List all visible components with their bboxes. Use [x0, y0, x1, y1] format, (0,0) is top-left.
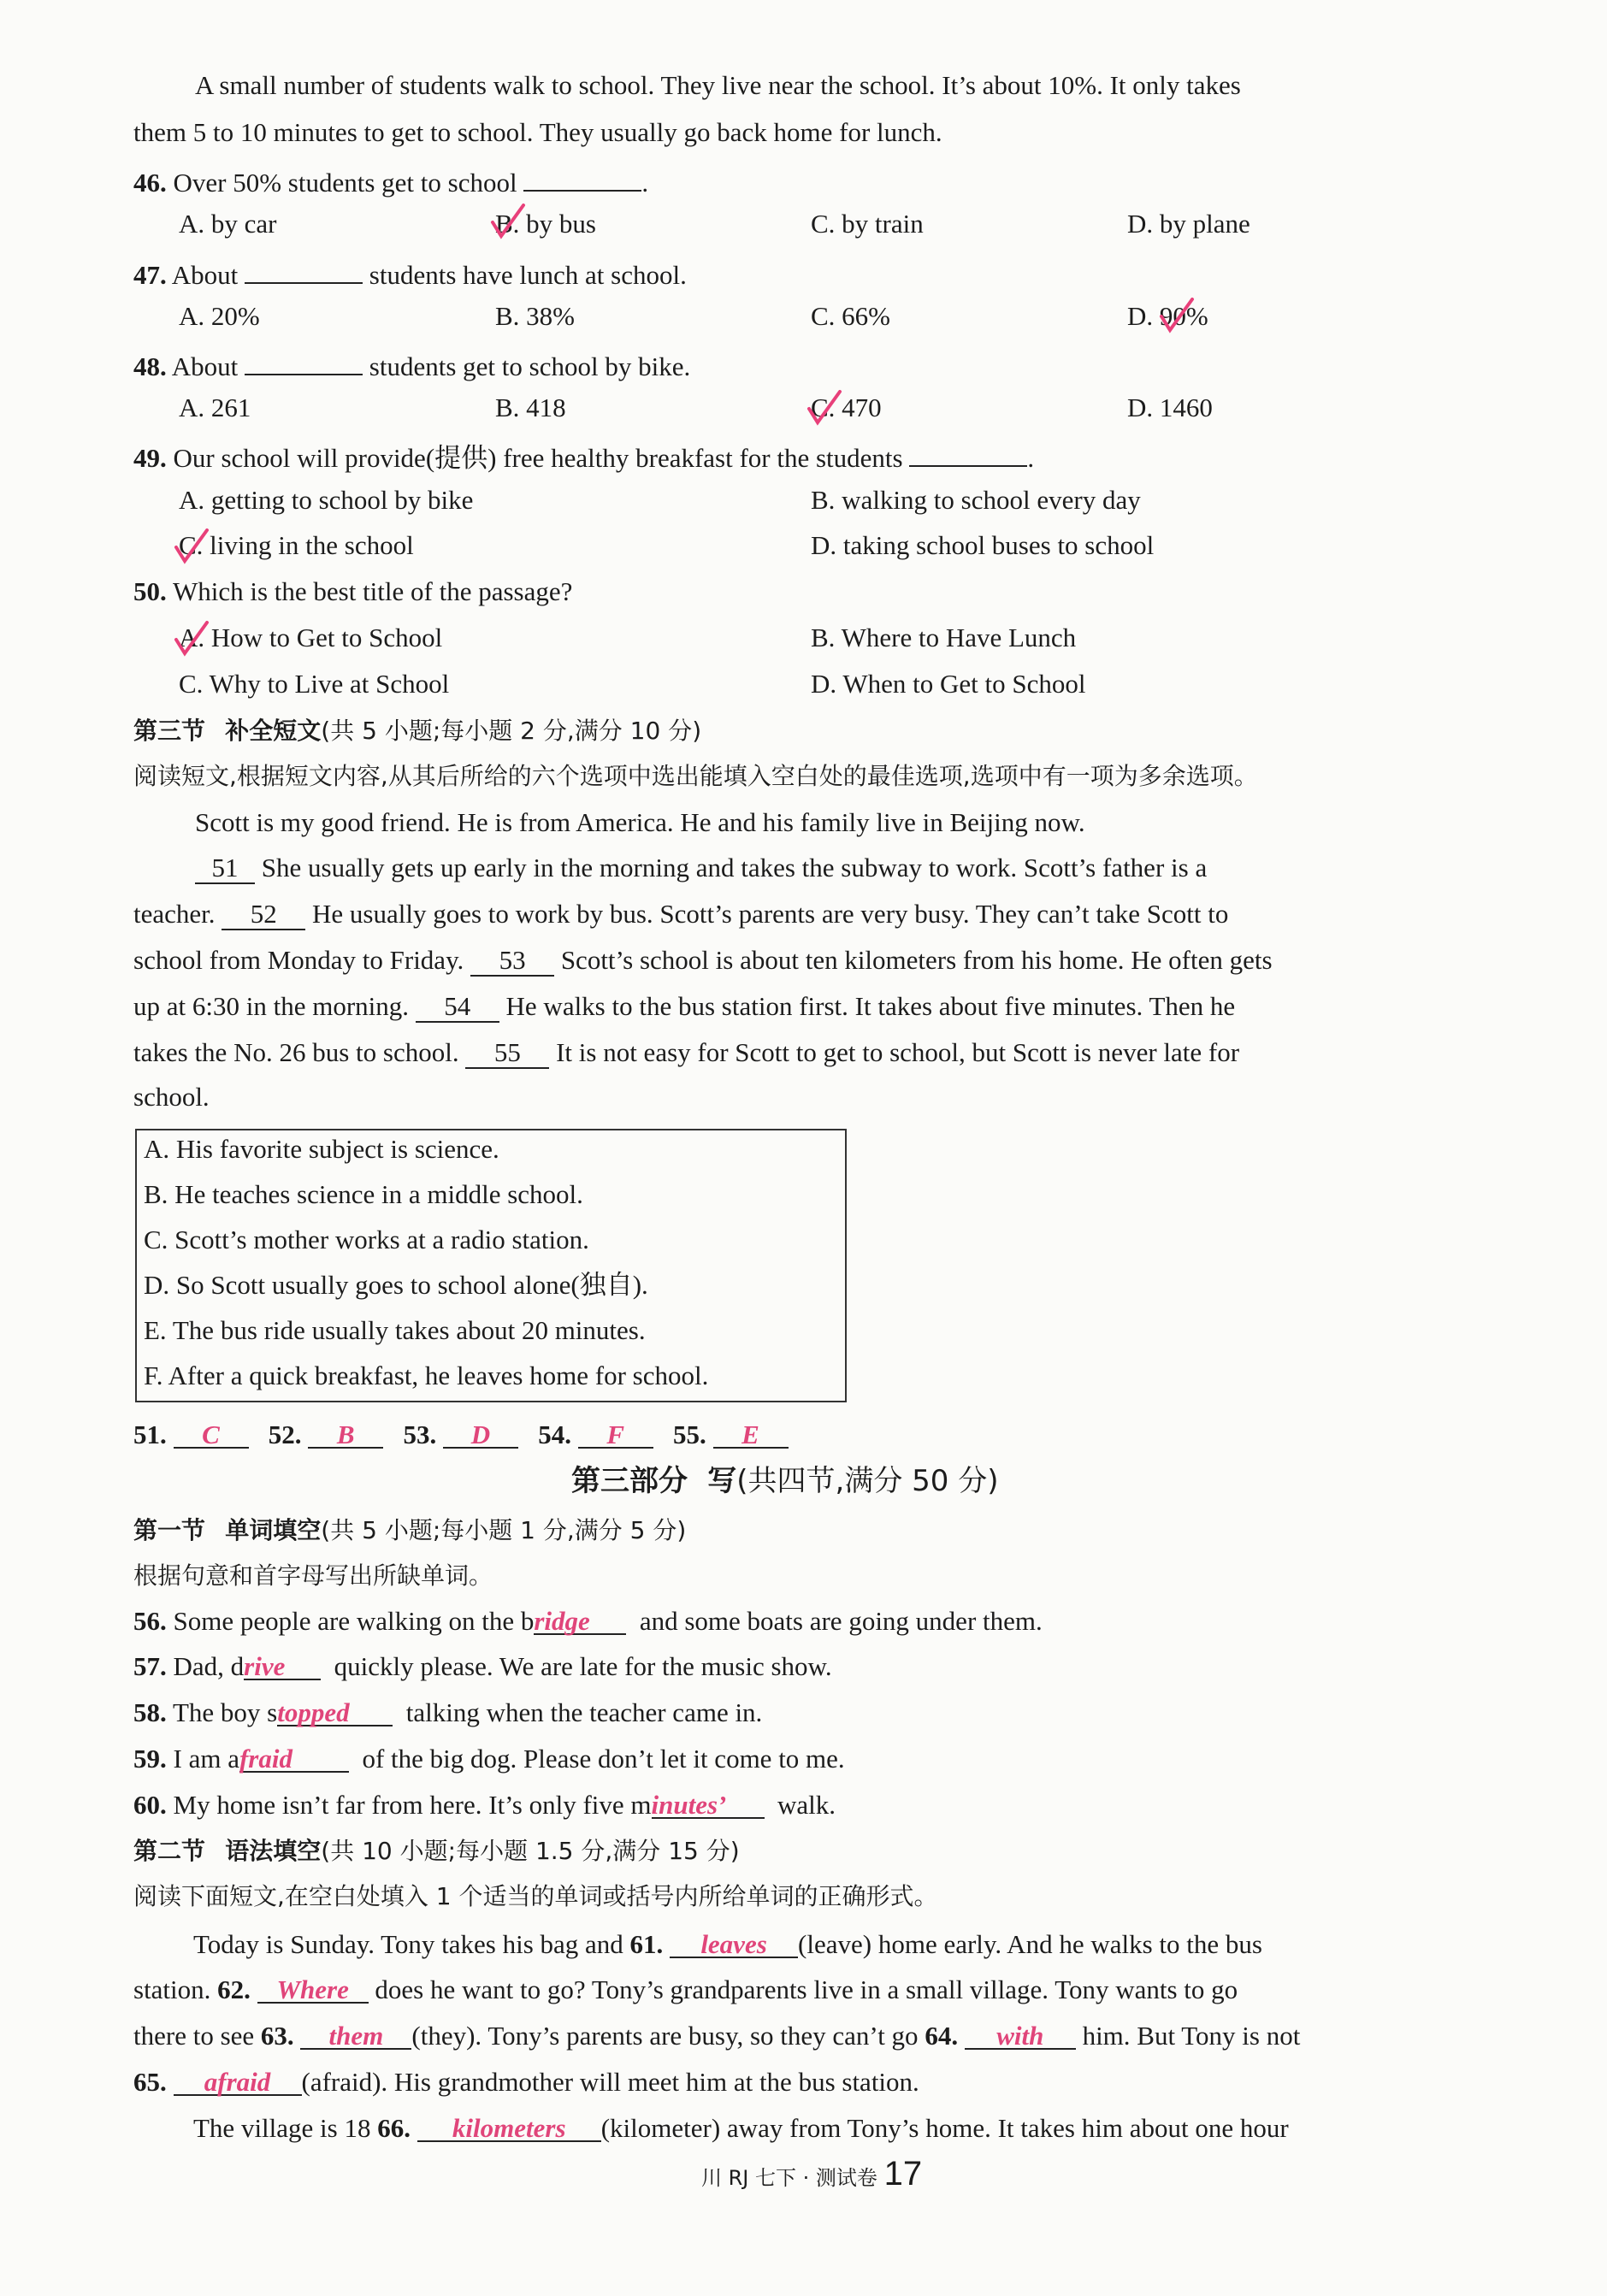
option-item: F. After a quick breakfast, he leaves home for school.	[144, 1360, 709, 1390]
section-heading: 第一节 单词填空(共 5 小题;每小题 1 分,满分 5 分)	[133, 1516, 687, 1544]
page-number: 17	[883, 2155, 923, 2193]
question-49: 49. Our school will provide(提供) free healthy breakfast for the students .	[133, 436, 1034, 475]
option-48b[interactable]: B. 418	[495, 393, 566, 422]
option-46c[interactable]: C. by train	[811, 209, 924, 239]
passage-line: takes the No. 26 bus to school. 55 It is not easy for Scott to get to school, but Scott is never late for	[133, 1037, 1240, 1067]
question-50: 50. Which is the best title of the passage?	[133, 576, 573, 606]
option-47d[interactable]: D. 90%	[1127, 301, 1208, 331]
check-mark-icon	[173, 621, 210, 658]
footer: 川 RJ 七下 · 测试卷 17	[701, 2155, 923, 2193]
passage-line: Scott is my good friend. He is from America. He and his family live in Beijing now.	[195, 807, 1085, 837]
option-47a[interactable]: A. 20%	[179, 301, 260, 331]
passage-line: The village is 18 66. kilometers (kilometer) away from Tony’s home. It takes him about one hour	[193, 2113, 1289, 2143]
passage-line: Today is Sunday. Tony takes his bag and 61. leaves (leave) home early. And he walks to the bus	[193, 1929, 1262, 1959]
answer-row: 51. C 52. B 53. D 54. F 55. E	[133, 1418, 789, 1452]
option-item: E. The bus ride usually takes about 20 minutes.	[144, 1315, 646, 1345]
option-50c[interactable]: C. Why to Live at School	[179, 669, 450, 699]
option-50a[interactable]: A. How to Get to School	[179, 623, 443, 652]
passage-line: A small number of students walk to school. They live near the school. It’s about 10%. It only takes	[195, 70, 1241, 100]
passage-line: station. 62. Where does he want to go? Tony’s grandparents live in a small village. Tony wants to go	[133, 1974, 1238, 2004]
option-46a[interactable]: A. by car	[179, 209, 277, 239]
option-47b[interactable]: B. 38%	[495, 301, 575, 331]
passage-line: there to see 63. them (they). Tony’s parents are busy, so they can’t go 64. with him. But Tony is not	[133, 2021, 1301, 2051]
question-56: 56. Some people are walking on the bridge and some boats are going under them.	[133, 1606, 1043, 1636]
check-mark-icon	[173, 528, 210, 566]
check-mark-icon	[1158, 298, 1196, 335]
check-mark-icon	[806, 390, 843, 428]
option-item: B. He teaches science in a middle school.	[144, 1179, 583, 1209]
option-49c[interactable]: C. living in the school	[179, 530, 414, 560]
option-50d[interactable]: D. When to Get to School	[811, 669, 1086, 699]
options-box	[135, 1129, 847, 1402]
option-50b[interactable]: B. Where to Have Lunch	[811, 623, 1077, 652]
question-46: 46. Over 50% students get to school .	[133, 161, 648, 200]
option-47c[interactable]: C. 66%	[811, 301, 890, 331]
part-title: 第三部分 写(共四节,满分 50 分)	[571, 1464, 999, 1498]
passage-line: school.	[133, 1082, 210, 1112]
option-item: A. His favorite subject is science.	[144, 1134, 499, 1164]
option-48a[interactable]: A. 261	[179, 393, 251, 422]
passage-line: 65. afraid (afraid). His grandmother will meet him at the bus station.	[133, 2067, 919, 2097]
section-heading: 第二节 语法填空(共 10 小题;每小题 1.5 分,满分 15 分)	[133, 1837, 740, 1865]
option-48d[interactable]: D. 1460	[1127, 393, 1213, 422]
check-mark-icon	[489, 204, 527, 241]
option-49d[interactable]: D. taking school buses to school	[811, 530, 1155, 560]
question-47: 47. About students have lunch at school.	[133, 253, 687, 292]
option-46d[interactable]: D. by plane	[1127, 209, 1250, 239]
passage-line: them 5 to 10 minutes to get to school. They usually go back home for lunch.	[133, 117, 942, 147]
question-60: 60. My home isn’t far from here. It’s only five minutes’ walk.	[133, 1790, 836, 1820]
passage-line: teacher. 52 He usually goes to work by bus. Scott’s parents are very busy. They can’t take Scott to	[133, 899, 1229, 929]
passage-line: school from Monday to Friday. 53 Scott’s school is about ten kilometers from his home. He often gets	[133, 945, 1273, 975]
section-instruction: 阅读下面短文,在空白处填入 1 个适当的单词或括号内所给单词的正确形式。	[133, 1882, 938, 1910]
section-heading: 第三节 补全短文(共 5 小题;每小题 2 分,满分 10 分)	[133, 717, 702, 745]
passage-line: up at 6:30 in the morning. 54 He walks to the bus station first. It takes about five minutes. Then he	[133, 991, 1236, 1021]
section-instruction: 阅读短文,根据短文内容,从其后所给的六个选项中选出能填入空白处的最佳选项,选项中有一项为多余选项。	[133, 762, 1258, 790]
question-59: 59. I am afraid of the big dog. Please don’t let it come to me.	[133, 1744, 845, 1774]
option-item: C. Scott’s mother works at a radio station.	[144, 1225, 589, 1254]
option-49a[interactable]: A. getting to school by bike	[179, 485, 474, 515]
question-48: 48. About students get to school by bike.	[133, 345, 690, 384]
section-instruction: 根据句意和首字母写出所缺单词。	[133, 1561, 493, 1590]
option-48c[interactable]: C. 470	[811, 393, 882, 422]
question-57: 57. Dad, drive quickly please. We are late for the music show.	[133, 1651, 832, 1681]
question-58: 58. The boy stopped talking when the teacher came in.	[133, 1697, 763, 1727]
option-49b[interactable]: B. walking to school every day	[811, 485, 1141, 515]
option-item: D. So Scott usually goes to school alone(独自).	[144, 1270, 648, 1300]
passage-line: 51 She usually gets up early in the morning and takes the subway to work. Scott’s father is a	[195, 851, 1207, 885]
option-46b[interactable]: B. by bus	[495, 209, 596, 239]
